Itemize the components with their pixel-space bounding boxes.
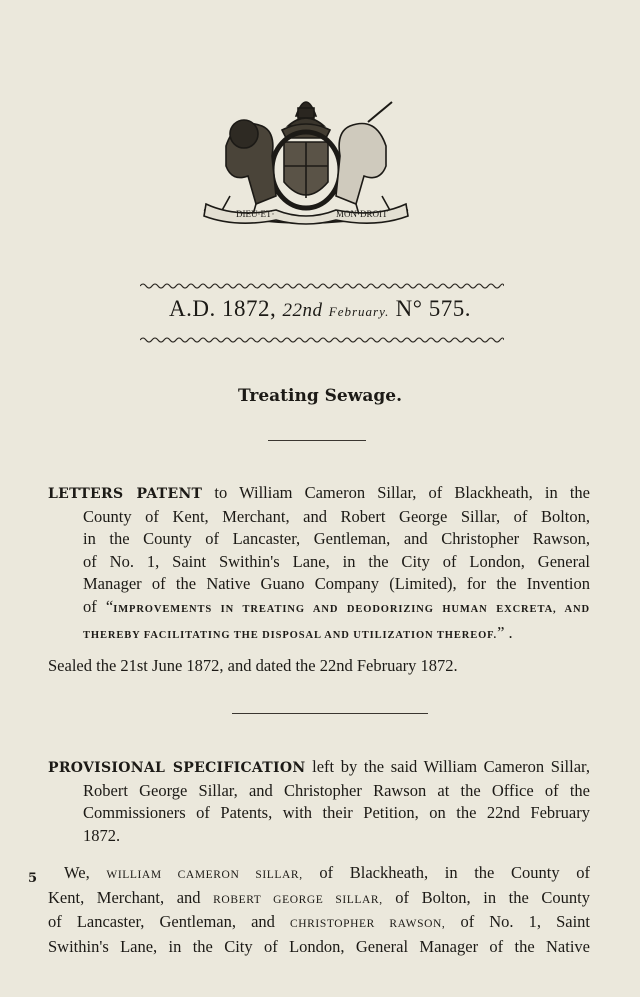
body-paragraph xyxy=(48,862,590,958)
provisional-line-3: Commissioners of Patents, with their Petition, on the 22nd February xyxy=(83,803,590,823)
body-name-2: ROBERT GEORGE SILLAR, xyxy=(213,893,383,906)
quote-open: of “ xyxy=(83,596,114,616)
letters-patent-paragraph xyxy=(48,482,590,647)
body-line-3 xyxy=(48,911,590,936)
quote-close: ” . xyxy=(497,622,513,642)
provisional-specification-paragraph xyxy=(48,756,590,847)
body-line-1 xyxy=(48,862,590,887)
invention-title-line-2 xyxy=(48,622,590,648)
letters-patent-line-2: County of Kent, Merchant, and Robert George Sillar, of Bolton, xyxy=(83,506,590,526)
header-ad: A.D. 1872, xyxy=(169,296,277,321)
svg-text:DIEU·ET·: DIEU·ET· xyxy=(236,209,275,219)
body-name-1: WILLIAM CAMERON SILLAR, xyxy=(106,869,303,881)
body-line-3-b: of No. 1, Saint xyxy=(460,912,591,932)
provisional-lead: PROVISIONAL SPECIFICATION xyxy=(48,760,306,776)
provisional-text: left by the said William Cameron Sillar, xyxy=(312,757,591,776)
letters-patent-line-1 xyxy=(48,482,590,506)
provisional-line-4: 1872. xyxy=(83,825,121,845)
letters-patent-text: to William Cameron Sillar, of Blackheath, in the xyxy=(214,483,591,502)
body-line-2 xyxy=(48,887,590,912)
letters-patent-line-3: in the County of Lancaster, Gentleman, and Christopher Rawson, xyxy=(83,529,590,549)
invention-title-part-1: IMPROVEMENTS IN TREATING AND DEODORIZING HUMAN EXCRETA, AND xyxy=(113,603,590,615)
ornamental-rule-bottom xyxy=(140,336,504,344)
letters-patent-lead: LETTERS PATENT xyxy=(48,486,203,502)
sealed-paragraph xyxy=(48,655,590,678)
margin-line-number: 5 xyxy=(28,871,38,886)
header-number: N° 575. xyxy=(395,296,471,321)
body-line-1-rest: of Blackheath, in the County of xyxy=(319,863,591,882)
letters-patent-line-4: of No. 1, Saint Swithin's Lane, in the City of London, General xyxy=(83,551,590,571)
provisional-line-1 xyxy=(48,756,590,780)
sealed-line: Sealed the 21st June 1872, and dated the 22nd February 1872. xyxy=(48,656,458,675)
body-line-2-a: Kent, Merchant, and xyxy=(48,887,201,907)
svg-text:MON·DROIT: MON·DROIT xyxy=(336,209,388,219)
patent-header xyxy=(0,296,640,322)
ornamental-rule-top xyxy=(140,282,504,290)
body-name-3: CHRISTOPHER RAWSON, xyxy=(289,918,446,931)
body-line-4: Swithin's Lane, in the City of London, General Manager of the Native xyxy=(48,936,590,956)
royal-coat-of-arms xyxy=(196,86,416,228)
letters-patent-line-5: Manager of the Native Guano Company (Limited), for the Invention xyxy=(83,574,590,594)
body-we: We, xyxy=(64,863,90,882)
invention-title-part-2: THEREBY FACILITATING THE DISPOSAL AND UTILIZATION THEREOF. xyxy=(83,629,498,641)
header-date-month: February. xyxy=(328,304,390,319)
body-line-3-a: of Lancaster, Gentleman, and xyxy=(48,912,275,932)
document-title: Treating Sewage. xyxy=(237,386,403,406)
title-divider xyxy=(268,440,366,441)
invention-title-line-1 xyxy=(48,596,590,622)
header-date-day: 22nd xyxy=(282,300,323,321)
provisional-line-2: Robert George Sillar, and Christopher Rawson at the Office of the xyxy=(83,780,590,800)
section-divider xyxy=(232,713,428,714)
body-line-2-b: of Bolton, in the County xyxy=(395,887,591,907)
